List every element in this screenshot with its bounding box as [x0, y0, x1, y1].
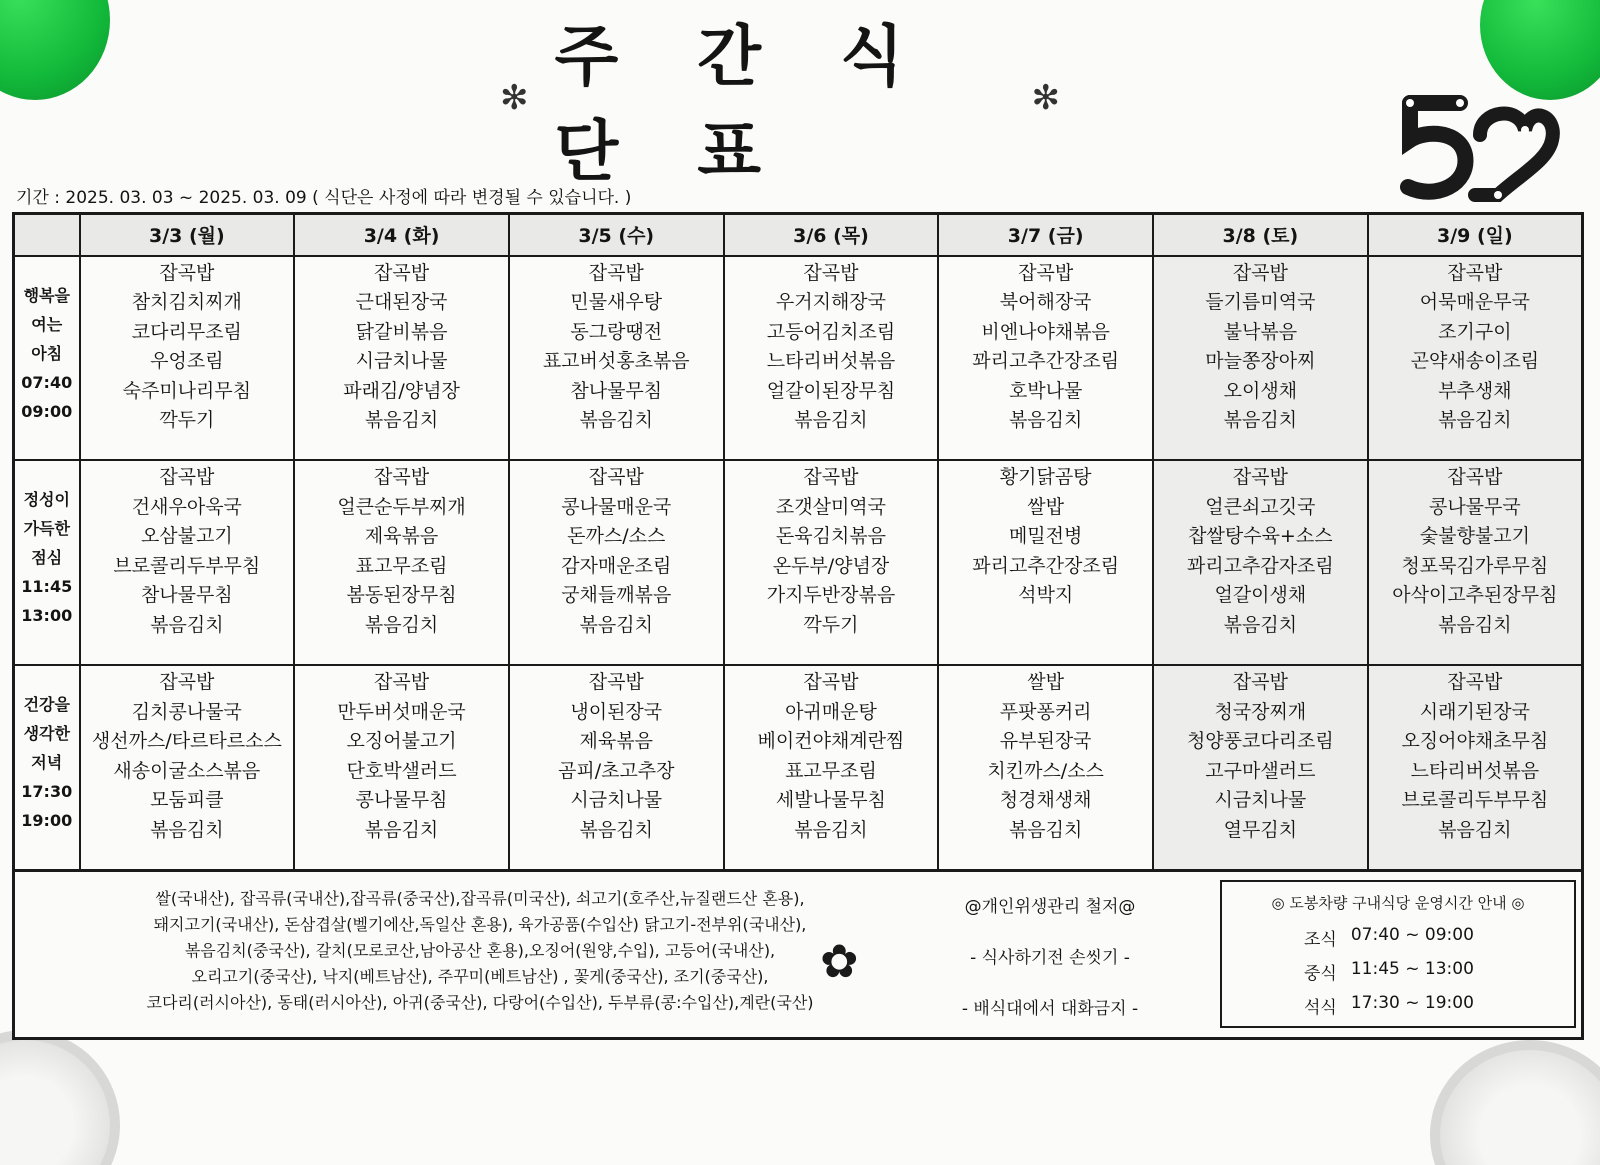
menu-item: 들기름미역국	[1205, 291, 1316, 313]
52-heart-logo	[1380, 95, 1560, 205]
menu-item: 잡곡밥	[374, 671, 430, 694]
menu-cell	[724, 665, 939, 870]
menu-item: 볶음김치	[150, 613, 224, 636]
hours-row	[1304, 925, 1574, 950]
menu-item: 잡곡밥	[159, 261, 215, 284]
menu-item: 브로콜리두부무침	[113, 554, 261, 577]
hours-row	[1304, 959, 1574, 984]
menu-item: 비엔나야채볶음	[981, 320, 1110, 343]
menu-item: 볶음김치	[364, 613, 439, 636]
hours-time: 07:40 ~ 09:00	[1350, 925, 1474, 945]
menu-item: 볶음김치	[1223, 613, 1298, 636]
menu-item: 유부된장국	[999, 730, 1092, 753]
day-header: 3/8 (토)	[1153, 214, 1368, 256]
menu-item: 코다리무조림	[131, 320, 242, 343]
menu-item: 시래기된장국	[1419, 700, 1530, 723]
meal-label-line: 07:40	[21, 372, 73, 392]
menu-item: 아귀매운탕	[785, 700, 877, 723]
menu-item: 가지두반장볶음	[766, 584, 896, 607]
meal-label-line: 여는	[31, 314, 63, 334]
meal-label-line: 11:45	[21, 577, 73, 597]
menu-item: 콩나물매운국	[561, 495, 672, 518]
menu-item: 볶음김치	[794, 409, 868, 431]
menu-item: 브로콜리두부무침	[1401, 789, 1549, 812]
menu-item: 표고무조림	[355, 554, 448, 577]
menu-item: 얼갈이생채	[1214, 584, 1307, 607]
menu-item: 잡곡밥	[803, 671, 859, 694]
menu-item: 시금치나물	[355, 350, 448, 372]
menu-item: 열무김치	[1223, 818, 1298, 841]
title-text: 주 간 식 단 표	[554, 18, 932, 190]
menu-item: 볶음김치	[364, 818, 439, 841]
meal-label-line: 정성이	[23, 490, 70, 510]
hours-time: 17:30 ~ 19:00	[1350, 993, 1474, 1013]
menu-item: 얼갈이된장무침	[766, 379, 896, 402]
menu-item: 느타리버섯볶음	[1410, 759, 1540, 782]
menu-item: 새송이굴소스볶음	[113, 759, 261, 782]
menu-item: 잡곡밥	[1447, 466, 1503, 489]
menu-item: 볶음김치	[579, 409, 653, 431]
menu-item: 볶음김치	[364, 409, 439, 431]
menu-item: 세발나물무침	[775, 789, 887, 812]
menu-cell	[938, 460, 1153, 665]
menu-item: 잡곡밥	[1232, 261, 1288, 284]
hours-time: 11:45 ~ 13:00	[1350, 959, 1474, 979]
day-header: 3/4 (화)	[294, 214, 509, 256]
meal-label-line: 점심	[31, 548, 63, 568]
menu-item: 곰피/초고추장	[557, 759, 675, 782]
menu-item: 볶음김치	[1008, 818, 1083, 841]
hours-title: ◎ 도봉차량 구내식당 운영시간 안내 ◎	[1271, 894, 1525, 912]
menu-item: 베이컨야채계란찜	[757, 730, 905, 753]
hygiene-line: @개인위생관리 철저@	[964, 897, 1136, 917]
menu-item: 궁채들깨볶음	[561, 584, 672, 607]
menu-item: 오징어야채초무침	[1401, 730, 1549, 753]
menu-item: 불낙볶음	[1223, 320, 1298, 343]
menu-item: 깍두기	[159, 409, 215, 431]
origin-line: 코다리(러시아산), 동태(러시아산), 아귀(중국산), 다랑어(수입산), 두부류(콩:수입산),계란(국산)	[146, 993, 814, 1012]
period-text: 기간 : 2025. 03. 03 ~ 2025. 03. 09 ( 식단은 사정에 따라 변경될 수 있습니다. )	[16, 188, 632, 208]
menu-item: 고구마샐러드	[1205, 759, 1316, 782]
menu-item: 볶음김치	[579, 613, 653, 636]
day-header-row	[14, 214, 1583, 256]
menu-item: 푸팟퐁커리	[999, 700, 1092, 723]
menu-item: 생선까스/타르타르소스	[91, 730, 282, 753]
menu-item: 잡곡밥	[159, 466, 215, 489]
menu-item: 잡곡밥	[374, 466, 430, 489]
origin-line: 오리고기(중국산), 낙지(베트남산), 주꾸미(베트남산) , 꽃게(중국산), 조기(중국산),	[191, 967, 769, 986]
menu-item: 모둠피클	[150, 789, 224, 812]
menu-item: 볶음김치	[1223, 409, 1298, 431]
day-header: 3/5 (수)	[509, 214, 724, 256]
menu-item: 오삼불고기	[140, 525, 233, 548]
menu-item: 시금치나물	[570, 789, 663, 812]
flower-icon: ✻	[500, 78, 529, 118]
meal-label-line: 가득한	[23, 519, 70, 539]
menu-item: 숙주미나리무침	[122, 379, 252, 402]
meal-row	[14, 665, 1583, 870]
menu-cell	[509, 665, 724, 870]
meal-label-line: 17:30	[21, 782, 73, 802]
meal-label-line: 저녁	[31, 753, 63, 773]
menu-item: 냉이된장국	[570, 700, 663, 723]
menu-cell	[1368, 460, 1583, 665]
menu-item: 돈육김치볶음	[775, 525, 887, 548]
meal-row	[14, 256, 1583, 461]
menu-item: 제육볶음	[364, 525, 439, 548]
menu-item: 어묵매운무국	[1419, 291, 1530, 313]
menu-item: 제육볶음	[579, 730, 653, 753]
menu-item: 콩나물무침	[355, 789, 448, 812]
menu-item: 쌀밥	[1027, 671, 1065, 694]
menu-item: 아삭이고추된장무침	[1392, 584, 1558, 607]
menu-item: 청국장찌개	[1214, 700, 1307, 723]
menu-cell	[724, 256, 939, 461]
menu-item: 석박지	[1018, 584, 1074, 607]
menu-item: 치킨까스/소스	[987, 759, 1104, 782]
menu-item: 찹쌀탕수육+소스	[1188, 525, 1333, 548]
menu-item: 고등어김치조림	[766, 320, 896, 343]
menu-item: 잡곡밥	[1447, 261, 1503, 284]
day-header: 3/9 (일)	[1368, 214, 1583, 256]
hygiene-line: - 배식대에서 대화금지 -	[961, 999, 1139, 1019]
menu-item: 콩나물무국	[1428, 495, 1521, 518]
origin-info	[115, 886, 845, 1016]
menu-item: 오징어불고기	[346, 730, 457, 753]
menu-item: 건새우아욱국	[131, 495, 242, 518]
menu-item: 온두부/양념장	[772, 554, 890, 577]
menu-item: 우거지해장국	[775, 291, 887, 313]
menu-cell	[938, 665, 1153, 870]
menu-item: 단호박샐러드	[346, 759, 457, 782]
menu-item: 청양풍코다리조림	[1186, 730, 1334, 753]
meal-label-cell	[14, 665, 80, 870]
menu-item: 얼큰순두부찌개	[337, 495, 466, 518]
menu-item: 꽈리고추간장조림	[972, 554, 1120, 577]
menu-item: 곤약새송이조림	[1410, 350, 1540, 372]
menu-item: 볶음김치	[794, 818, 868, 841]
menu-item: 동그랑땡전	[570, 320, 663, 343]
menu-item: 표고무조림	[785, 759, 877, 782]
menu-item: 쌀밥	[1027, 495, 1065, 518]
menu-item: 북어해장국	[999, 291, 1092, 313]
footer-section	[12, 872, 1584, 1040]
day-header: 3/7 (금)	[938, 214, 1153, 256]
menu-item: 감자매운조림	[561, 554, 672, 577]
menu-cell	[1368, 665, 1583, 870]
menu-item: 황기닭곰탕	[999, 466, 1092, 489]
menu-item: 볶음김치	[1008, 409, 1083, 431]
menu-cell	[1153, 665, 1368, 870]
menu-item: 잡곡밥	[1232, 466, 1288, 489]
menu-item: 볶음김치	[1438, 818, 1512, 841]
hours-meal: 조식	[1304, 930, 1337, 950]
menu-item: 꽈리고추감자조림	[1186, 554, 1334, 577]
menu-item: 숯불향불고기	[1419, 525, 1530, 548]
menu-item: 메밀전병	[1008, 525, 1083, 548]
hours-meal: 중식	[1304, 964, 1337, 984]
menu-item: 잡곡밥	[1447, 671, 1503, 694]
menu-item: 시금치나물	[1214, 789, 1307, 812]
menu-cell	[294, 256, 509, 461]
menu-item: 잡곡밥	[159, 671, 215, 694]
meal-label-line: 19:00	[21, 811, 73, 831]
hours-meal: 석식	[1304, 998, 1337, 1018]
origin-line: 돼지고기(국내산), 돈삼겹살(벨기에산,독일산 혼용), 육가공품(수입산) 닭고기-전부위(국내산),	[153, 915, 807, 934]
menu-item: 청경채생채	[999, 789, 1092, 812]
menu-cell	[80, 665, 295, 870]
menu-item: 잡곡밥	[374, 261, 430, 284]
menu-cell	[80, 460, 295, 665]
flower-icon: ✻	[1031, 78, 1060, 118]
origin-line: 쌀(국내산), 잡곡류(국내산),잡곡류(중국산),잡곡류(미국산), 쇠고기(호주산,뉴질랜드산 혼용),	[155, 889, 805, 908]
meal-label-line: 13:00	[21, 606, 73, 626]
menu-item: 잡곡밥	[1232, 671, 1288, 694]
menu-item: 얼큰쇠고깃국	[1205, 495, 1316, 518]
menu-cell	[509, 256, 724, 461]
menu-item: 참치김치찌개	[131, 291, 242, 313]
meal-label-cell	[14, 256, 80, 461]
menu-item: 참나물무침	[570, 379, 663, 402]
menu-cell	[80, 256, 295, 461]
menu-cell	[724, 460, 939, 665]
menu-item: 볶음김치	[150, 818, 224, 841]
meal-label-line: 행복을	[23, 285, 70, 305]
menu-cell	[1153, 460, 1368, 665]
menu-cell	[1153, 256, 1368, 461]
menu-item: 호박나물	[1008, 379, 1083, 402]
operating-hours-box	[1220, 880, 1576, 1028]
menu-item: 잡곡밥	[588, 671, 644, 694]
meal-label-line: 아침	[31, 343, 63, 363]
menu-item: 참나물무침	[140, 584, 233, 607]
menu-item: 깍두기	[803, 613, 859, 636]
menu-item: 잡곡밥	[588, 261, 644, 284]
menu-item: 잡곡밥	[1018, 261, 1074, 284]
meal-label-line: 09:00	[21, 401, 73, 421]
menu-cell	[294, 665, 509, 870]
menu-item: 마늘쫑장아찌	[1205, 350, 1316, 372]
menu-item: 근대된장국	[355, 291, 448, 313]
menu-item: 닭갈비볶음	[355, 320, 448, 343]
hygiene-line: - 식사하기전 손씻기 -	[970, 948, 1130, 968]
weekly-menu-table	[12, 212, 1584, 872]
meal-row	[14, 460, 1583, 665]
menu-item: 청포묵김가루무침	[1401, 554, 1549, 577]
menu-cell	[1368, 256, 1583, 461]
page-title	[500, 18, 1060, 190]
flower-icon: ✿	[820, 934, 859, 988]
menu-item: 볶음김치	[579, 818, 653, 841]
menu-item: 우엉조림	[150, 350, 224, 372]
menu-item: 오이생채	[1223, 379, 1298, 402]
menu-item: 돈까스/소스	[567, 525, 666, 548]
menu-item: 잡곡밥	[803, 261, 859, 284]
menu-item: 부추생채	[1438, 379, 1512, 402]
menu-item: 잡곡밥	[803, 466, 859, 489]
hours-row	[1304, 993, 1574, 1018]
menu-cell	[509, 460, 724, 665]
menu-item: 느타리버섯볶음	[766, 350, 896, 372]
menu-item: 볶음김치	[1438, 409, 1512, 431]
menu-cell	[938, 256, 1153, 461]
menu-item: 만두버섯매운국	[337, 700, 466, 723]
menu-item: 표고버섯홍초볶음	[542, 350, 690, 372]
origin-line: 볶음김치(중국산), 갈치(모로코산,남아공산 혼용),오징어(원양,수입), 고등어(국내산),	[184, 941, 776, 960]
menu-item: 김치콩나물국	[131, 700, 242, 723]
corner-cell	[14, 214, 80, 256]
meal-label-line: 생각한	[23, 724, 70, 744]
day-header: 3/3 (월)	[80, 214, 295, 256]
meal-label-cell	[14, 460, 80, 665]
menu-item: 민물새우탕	[570, 291, 663, 313]
menu-item: 볶음김치	[1438, 613, 1512, 636]
day-header: 3/6 (목)	[724, 214, 939, 256]
hygiene-notice	[915, 892, 1185, 1045]
menu-cell	[294, 460, 509, 665]
menu-item: 잡곡밥	[588, 466, 644, 489]
menu-item: 조갯살미역국	[775, 495, 887, 518]
menu-item: 파래김/양념장	[343, 379, 460, 402]
meal-label-line: 건강을	[23, 695, 70, 715]
menu-item: 꽈리고추간장조림	[972, 350, 1120, 372]
menu-item: 조기구이	[1438, 320, 1512, 343]
menu-item: 봄동된장무침	[346, 584, 457, 607]
